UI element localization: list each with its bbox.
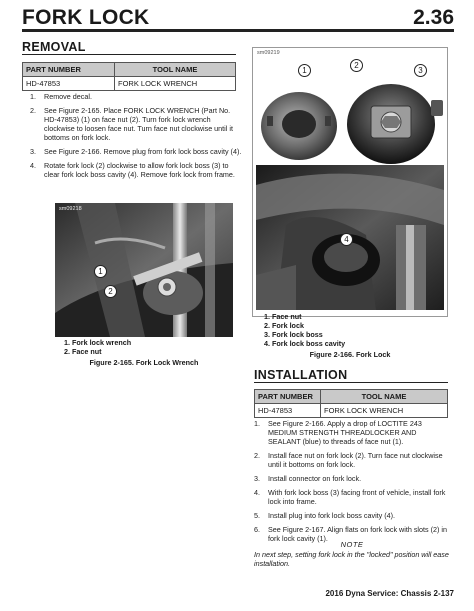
list-item: 4. With fork lock boss (3) facing front of vehicle, install fork lock into frame. xyxy=(254,488,446,506)
table-row xyxy=(255,404,448,418)
fork-lock-wrench-photo-image xyxy=(55,203,233,337)
figure-165-callout-1: 1 xyxy=(94,265,107,278)
page-title: FORK LOCK xyxy=(22,6,150,29)
legend-item: 1. Fork lock wrench xyxy=(64,338,132,347)
installation-rule xyxy=(254,382,448,383)
page-section-number: 2.36 xyxy=(413,6,454,29)
list-item: 3. Install connector on fork lock. xyxy=(254,474,362,483)
face-nut-and-fork-lock-image xyxy=(253,78,447,168)
removal-rule xyxy=(22,54,236,55)
figure-165-photo xyxy=(55,203,233,337)
table-row xyxy=(23,77,236,91)
note-text: In next step, setting fork lock in the "locked" position will ease installation. xyxy=(254,550,449,568)
figure-166-callout-1: 1 xyxy=(298,64,311,77)
legend-item: 3. Fork lock boss xyxy=(264,330,323,339)
page-header xyxy=(22,6,454,32)
table-cell-tool-name: FORK LOCK WRENCH xyxy=(115,77,236,91)
table-cell-tool-name: FORK LOCK WRENCH xyxy=(321,404,448,418)
list-item: 2. Install face nut on fork lock (2). Turn face nut clockwise until it bottoms on fork lock. xyxy=(254,451,443,469)
figure-165-id: sm09218 xyxy=(59,206,82,212)
installation-heading: INSTALLATION xyxy=(254,368,348,382)
table-header-row xyxy=(23,63,236,77)
legend-item: 4. Fork lock boss cavity xyxy=(264,339,346,348)
table-header-tool-name: TOOL NAME xyxy=(321,390,448,404)
figure-165-legend xyxy=(64,338,131,356)
table-cell-part-number: HD-47853 xyxy=(255,404,321,418)
page-footer: 2016 Dyna Service: Chassis 2-137 xyxy=(325,589,454,598)
list-item: 3. See Figure 2-166. Remove plug from fork lock boss cavity (4). xyxy=(30,147,242,156)
figure-166-id: sm09219 xyxy=(257,50,280,56)
figure-166-callout-3: 3 xyxy=(414,64,427,77)
legend-item: 2. Face nut xyxy=(64,347,102,356)
installation-tool-table xyxy=(254,389,448,418)
table-header-row xyxy=(255,390,448,404)
list-item: 6. See Figure 2-167. Align flats on fork lock with slots (2) in fork lock cavity (1). xyxy=(254,525,447,543)
note-title: NOTE xyxy=(340,540,364,549)
figure-165-callout-2: 2 xyxy=(104,285,117,298)
list-item: 1. See Figure 2-166. Apply a drop of LOCTITE 243 MEDIUM STRENGTH THREADLOCKER AND SEALANT (blue) to threads of face nut (1). xyxy=(254,419,422,446)
removal-heading: REMOVAL xyxy=(22,40,86,54)
list-item: 5. Install plug into fork lock boss cavity (4). xyxy=(254,511,396,520)
table-header-part-number: PART NUMBER xyxy=(255,390,321,404)
list-item: 2. See Figure 2-165. Place FORK LOCK WRENCH (Part No. HD-47853) (1) on face nut (2). Turn fork lock wrench clockwise to loosen face nut. Turn face nut clockwise until it bottoms on fork lock. xyxy=(30,106,233,142)
removal-tool-table xyxy=(22,62,236,91)
figure-165-caption: Figure 2-165. Fork Lock Wrench xyxy=(89,358,199,367)
installation-steps xyxy=(254,419,450,548)
figure-166-callout-2: 2 xyxy=(350,59,363,72)
legend-item: 2. Fork lock xyxy=(264,321,304,330)
table-header-tool-name: TOOL NAME xyxy=(115,63,236,77)
list-item: 4. Rotate fork lock (2) clockwise to allow fork lock boss (3) to clear fork lock boss cavity (4). Remove fork lock from frame. xyxy=(30,161,235,179)
list-item: 1. Remove decal. xyxy=(30,92,92,101)
figure-166-callout-4: 4 xyxy=(340,233,353,246)
removal-steps xyxy=(30,92,242,184)
figure-166-legend xyxy=(264,312,345,348)
table-header-part-number: PART NUMBER xyxy=(23,63,115,77)
table-cell-part-number: HD-47853 xyxy=(23,77,115,91)
figure-166-caption: Figure 2-166. Fork Lock xyxy=(309,350,391,359)
legend-item: 1. Face nut xyxy=(264,312,302,321)
